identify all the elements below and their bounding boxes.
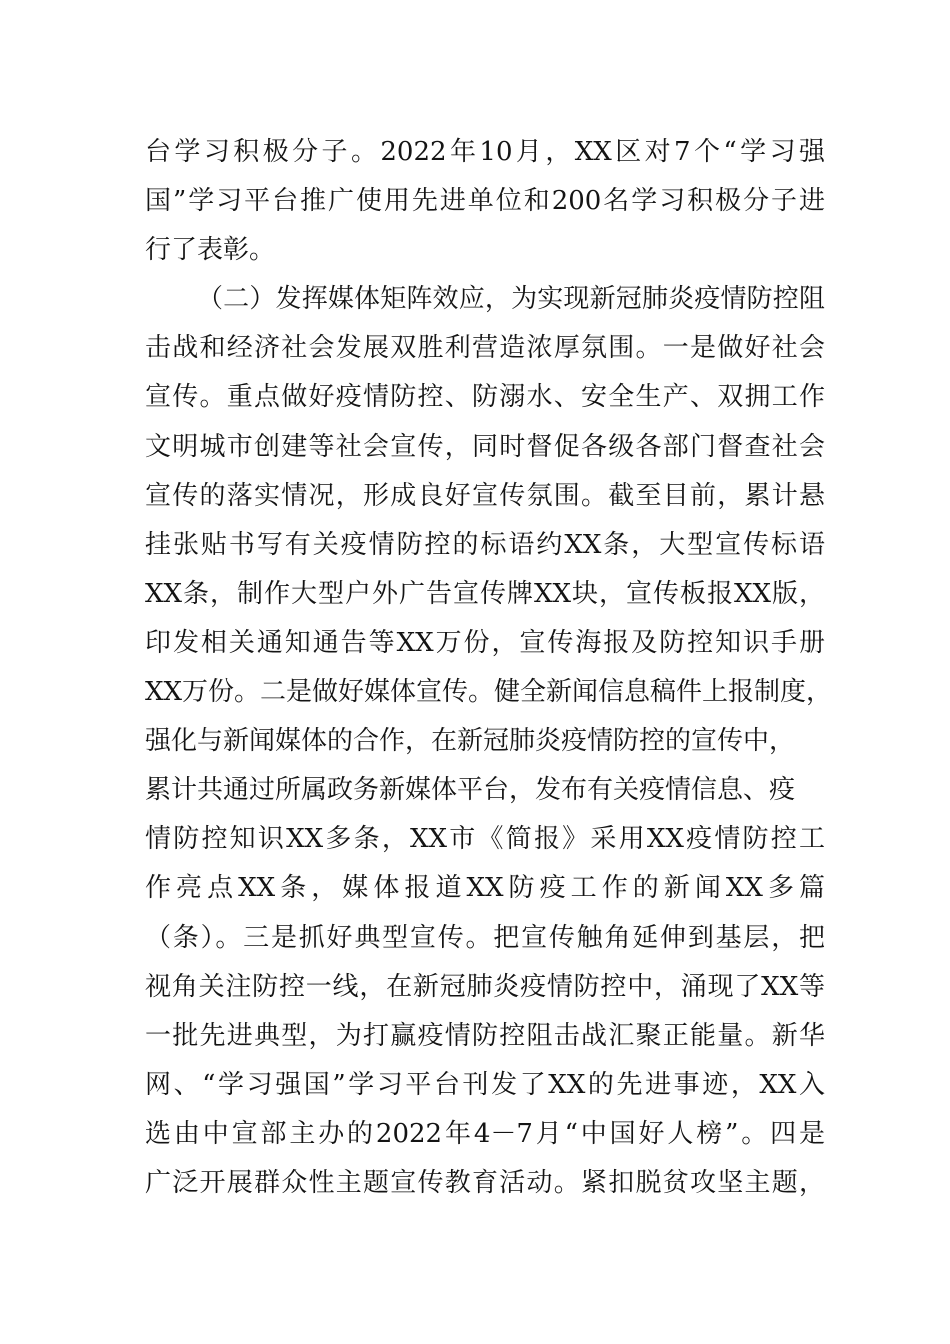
text-line: 广泛开展群众性主题宣传教育活动。紧扣脱贫攻坚主题， [145, 1167, 825, 1198]
paragraph-start-line: （二）发挥媒体矩阵效应，为实现新冠肺炎疫情防控阻 [197, 284, 825, 315]
text-line: 选由中宣部主办的2022年4－7月“中国好人榜”。四是 [145, 1118, 825, 1149]
text-line: 强化与新闻媒体的合作，在新冠肺炎疫情防控的宣传中， [145, 726, 796, 757]
text-line: 行了表彰。 [145, 235, 276, 266]
text-line: 印发相关通知通告等XX万份，宣传海报及防控知识手册 [145, 627, 825, 658]
text-line: 国”学习平台推广使用先进单位和200名学习积极分子进 [145, 186, 825, 217]
text-line: 视角关注防控一线，在新冠肺炎疫情防控中，涌现了XX等 [145, 971, 825, 1002]
text-line: 文明城市创建等社会宣传，同时督促各级各部门督查社会 [145, 431, 825, 462]
text-line: 情防控知识XX多条，XX市《简报》采用XX疫情防控工 [145, 824, 825, 855]
text-line: 作亮点XX条，媒体报道XX防疫工作的新闻XX多篇 [145, 873, 825, 904]
text-line: 宣传的落实情况，形成良好宣传氛围。截至目前，累计悬 [145, 480, 825, 511]
text-line: XX万份。二是做好媒体宣传。健全新闻信息稿件上报制度， [145, 677, 833, 708]
text-line: 累计共通过所属政务新媒体平台，发布有关疫情信息、疫 [145, 775, 796, 806]
text-line: 一批先进典型，为打赢疫情防控阻击战汇聚正能量。新华 [145, 1020, 825, 1051]
text-line: XX条，制作大型户外广告宣传牌XX块，宣传板报XX版， [145, 578, 825, 609]
text-line: 宣传。重点做好疫情防控、防溺水、安全生产、双拥工作 [145, 382, 825, 413]
text-line: 台学习积极分子。2022年10月，XX区对7个“学习强 [145, 137, 825, 167]
text-line: （条）。三是抓好典型宣传。把宣传触角延伸到基层，把 [145, 922, 825, 953]
body-text [145, 128, 833, 1208]
text-line: 网、“学习强国”学习平台刊发了XX的先进事迹，XX入 [145, 1069, 825, 1100]
text-line: 挂张贴书写有关疫情防控的标语约XX条，大型宣传标语 [145, 529, 825, 560]
text-line: 击战和经济社会发展双胜利营造浓厚氛围。一是做好社会 [145, 333, 825, 364]
